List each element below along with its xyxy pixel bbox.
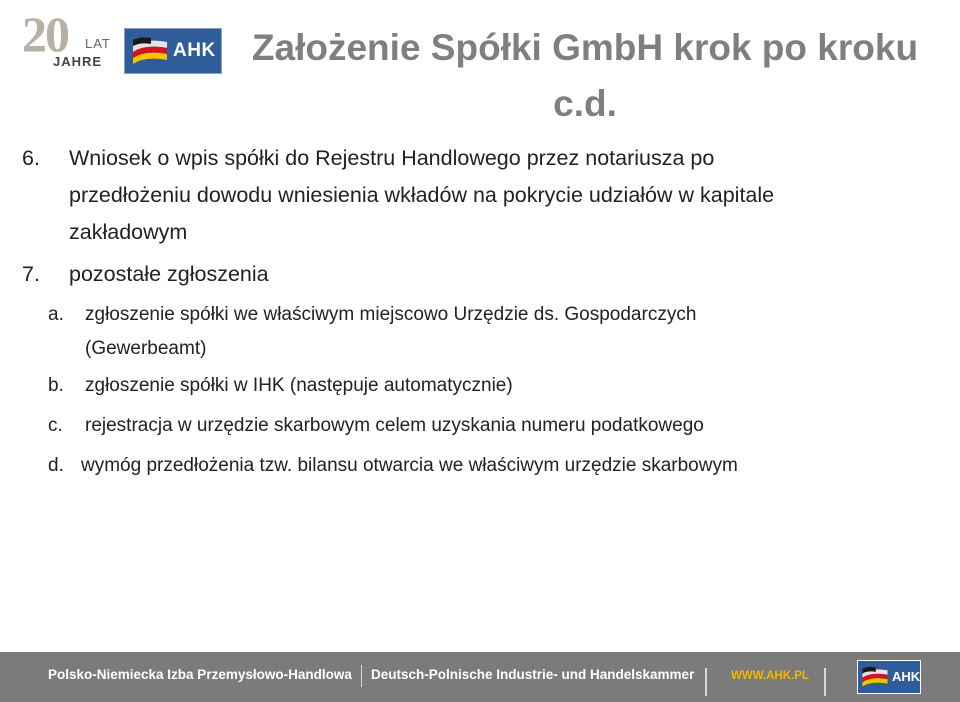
slide-title-line2: c.d.	[553, 83, 617, 124]
anniversary-logo	[22, 8, 118, 68]
footer-divider	[705, 668, 707, 696]
anniversary-jahre: JAHRE	[53, 54, 103, 69]
sub-item-letter: a.	[48, 304, 64, 325]
footer-divider	[824, 668, 826, 696]
slide-title	[230, 20, 940, 132]
sub-item-line: (Gewerbeamt)	[85, 338, 207, 359]
sub-item-text: wymóg przedłożenia tzw. bilansu otwarcia we właściwym urzędzie skarbowym	[81, 455, 738, 476]
list-item-number: 7.	[22, 262, 40, 286]
sub-item-text: rejestracja w urzędzie skarbowym celem uzyskania numeru podatkowego	[85, 415, 704, 436]
footer-bar	[0, 652, 960, 702]
sub-item-letter: d.	[48, 455, 64, 476]
footer-ahk-logo-text: AHK	[892, 669, 921, 684]
flag-swoosh-icon	[131, 36, 169, 66]
ahk-logo-text: AHK	[173, 40, 216, 61]
sub-item-text	[85, 298, 865, 366]
footer-divider	[361, 665, 362, 687]
list-item-line: przedłożeniu dowodu wniesienia wkładów na pokrycie udziałów w kapitale	[69, 183, 775, 207]
sub-item-letter: c.	[48, 415, 63, 436]
sub-item-letter: b.	[48, 375, 64, 396]
list-item-line: Wniosek o wpis spółki do Rejestru Handlowego przez notariusza po	[69, 146, 715, 170]
list-item-text: pozostałe zgłoszenia	[69, 262, 269, 286]
flag-swoosh-icon	[861, 665, 889, 689]
list-item-number: 6.	[22, 146, 40, 170]
footer-ahk-logo	[857, 660, 921, 694]
ahk-logo	[124, 28, 222, 74]
footer-chamber-pl: Polsko-Niemiecka Izba Przemysłowo-Handlowa	[48, 667, 352, 682]
list-item-line: zakładowym	[69, 220, 188, 244]
slide-title-line1: Założenie Spółki GmbH krok po kroku	[251, 27, 919, 68]
list-item-text	[69, 140, 899, 251]
footer-website-link[interactable]: WWW.AHK.PL	[731, 670, 809, 682]
sub-item-text: zgłoszenie spółki w IHK (następuje automatycznie)	[85, 375, 513, 396]
sub-item-line: zgłoszenie spółki we właściwym miejscowo Urzędzie ds. Gospodarczych	[85, 304, 697, 325]
anniversary-number: 20	[22, 6, 68, 62]
anniversary-lat: LAT	[85, 36, 111, 51]
footer-chamber-de: Deutsch-Polnische Industrie- und Handelskammer	[371, 667, 695, 682]
